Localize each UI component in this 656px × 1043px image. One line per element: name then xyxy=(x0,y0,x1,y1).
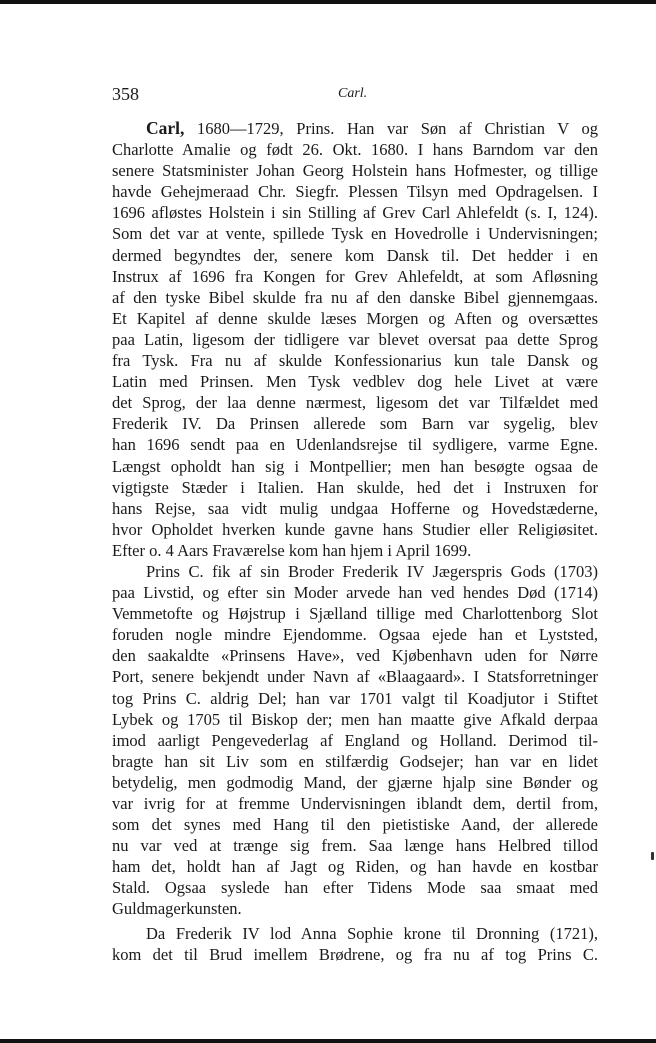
page-number: 358 xyxy=(112,84,139,104)
text-line: Da Frederik IV lod Anna Sophie krone til Dronning (1721), xyxy=(146,923,598,943)
text-line: Vemmetofte og Højstrup i Sjælland tillige med Charlottenborg Slot xyxy=(112,604,598,624)
text-line: Lybek og 1705 til Biskop der; men han maatte give Afkald derpaa xyxy=(112,709,598,729)
text-line xyxy=(112,118,598,139)
text-line: som det synes med Hang til den pietistiske Aand, der allerede xyxy=(112,815,598,835)
text-line: Frederik IV. Da Prinsen allerede som Barn var sygelig, blev xyxy=(112,414,598,434)
scan-edge-bottom xyxy=(0,1039,656,1043)
text-line: imod aarligt Pengevederlag af England og Holland. Derimod til- xyxy=(112,730,598,750)
page-header xyxy=(112,84,598,108)
text-line: betydelig, men godmodig Mand, der gjærne hjalp sine Bønder og xyxy=(112,772,598,792)
text-line: Charlotte Amalie og født 26. Okt. 1680. I hans Barndom var den xyxy=(112,140,598,160)
text-line: Port, senere bekjendt under Navn af «Blaagaard». I Statsforretninger xyxy=(112,667,598,687)
entry-body xyxy=(112,118,598,965)
text-line: paa Livstid, og efter sin Moder arvede han ved hendes Død (1714) xyxy=(112,583,598,603)
text-line: kom det til Brud imellem Brødrene, og fra nu af tog Prins C. xyxy=(112,944,598,964)
text-line: ham det, holdt han af Jagt og Riden, og han havde en kostbar xyxy=(112,857,598,877)
text-line: Guldmagerkunsten. xyxy=(112,899,242,919)
margin-mark xyxy=(651,852,654,860)
text-line: dermed begyndtes der, senere kom Dansk til. Det hedder i en xyxy=(112,245,598,265)
text-line: Efter o. 4 Aars Fraværelse kom han hjem i April 1699. xyxy=(112,540,472,560)
text-line: han 1696 sendt paa en Udenlandsrejse til sydligere, varme Egne. xyxy=(112,435,598,455)
text-line: foruden nogle mindre Ejendomme. Ogsaa ejede han et Lyststed, xyxy=(112,625,598,645)
text-line: hvor Opholdet hverken kunde gavne hans Studier eller Religiøsitet. xyxy=(112,519,598,539)
scan-edge-top xyxy=(0,0,656,4)
text-line: bragte han sit Liv som en stilfærdig Godsejer; han var en lidet xyxy=(112,751,598,771)
entry-title: Carl, xyxy=(146,118,185,138)
text-line: havde Gehejmeraad Chr. Siegfr. Plessen Tilsyn med Opdragelsen. I xyxy=(112,182,598,202)
text-line: vigtigste Stæder i Italien. Han skulde, hed det i Instruxen for xyxy=(112,477,598,497)
text-line: Instrux af 1696 fra Kongen for Grev Ahlefeldt, at som Afløsning xyxy=(112,266,598,286)
text-line: Som det var at vente, spillede Tysk en Hovedrolle i Undervisningen; xyxy=(112,224,598,244)
text-line: Prins C. fik af sin Broder Frederik IV Jægerspris Gods (1703) xyxy=(146,561,598,581)
text-line: Stald. Ogsaa syslede han efter Tidens Mode saa smaat med xyxy=(112,878,598,898)
text-line: nu var ved at trænge sig frem. Saa længe hans Helbred tillod xyxy=(112,836,598,856)
text-line: det Sprog, der laa denne nærmest, ligesom det var Tilfældet med xyxy=(112,393,598,413)
text-line: Længst opholdt han sig i Montpellier; men han besøgte ogsaa de xyxy=(112,456,598,476)
text-line: af den tyske Bibel skulde fra nu af den danske Bibel gjennemgaas. xyxy=(112,287,598,307)
text-line: var ivrig for at fremme Undervisningen iblandt dem, dertil from, xyxy=(112,794,598,813)
text-line: Et Kapitel af denne skulde læses Morgen og Aften og oversættes xyxy=(112,308,598,328)
text-line: senere Statsminister Johan Georg Holstein hans Hofmester, og tillige xyxy=(112,161,598,181)
text-line: 1696 afløstes Holstein i sin Stilling af Grev Carl Ahlefeldt (s. I, 124). xyxy=(112,203,598,223)
text-line: paa Latin, ligesom der tidligere var blevet oversat paa dette Sprog xyxy=(112,329,598,349)
text-line: den saakaldte «Prinsens Have», ved Kjøbenhavn uden for Nørre xyxy=(112,646,598,666)
text-line-content: 1680—1729, Prins. Han var Søn af Christian V og xyxy=(197,119,599,138)
text-line: fra Tysk. Fra nu af skulde Konfessionarius kun tale Dansk og xyxy=(112,351,598,371)
text-line: Latin med Prinsen. Men Tysk vedblev dog hele Livet at være xyxy=(112,372,598,392)
text-line: hans Rejse, saa vidt mulig undgaa Hofferne og Hovedstæderne, xyxy=(112,498,598,518)
text-line: tog Prins C. aldrig Del; han var 1701 valgt til Koadjutor i Stiftet xyxy=(112,688,598,708)
running-head: Carl. xyxy=(338,86,368,101)
